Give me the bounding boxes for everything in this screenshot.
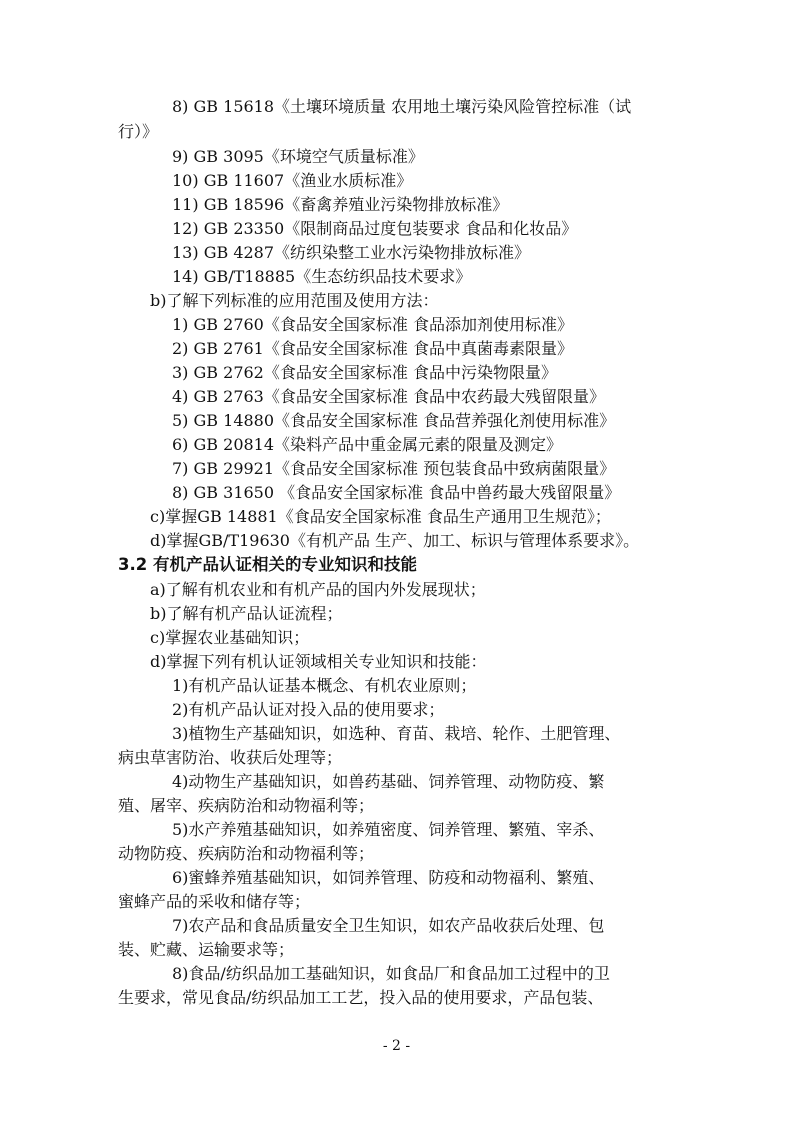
page-number: - 2 - xyxy=(382,1038,411,1054)
text-line: 生要求，常见食品/纺织品加工工艺，投入品的使用要求，产品包装、 xyxy=(118,988,604,1007)
text-line: 殖、屠宰、疾病防治和动物福利等； xyxy=(118,796,375,815)
text-line: d)掌握GB/T19630《有机产品 生产、加工、标识与管理体系要求》。 xyxy=(150,531,640,550)
text-line: 装、贮藏、运输要求等； xyxy=(118,940,295,959)
text-line: 6) GB 20814《染料产品中重金属元素的限量及测定》 xyxy=(172,435,563,454)
text-line: 病虫草害防治、收获后处理等； xyxy=(118,748,343,767)
text-line: 2)有机产品认证对投入品的使用要求； xyxy=(172,700,445,719)
text-line: b)了解下列标准的应用范围及使用方法： xyxy=(150,291,439,310)
text-line: c)掌握GB 14881《食品安全国家标准 食品生产通用卫生规范》； xyxy=(150,507,611,526)
text-line: 3) GB 2762《食品安全国家标准 食品中污染物限量》 xyxy=(172,363,557,382)
section-heading: 3.2 有机产品认证相关的专业知识和技能 xyxy=(118,555,417,574)
text-line: 14) GB/T18885《生态纺织品技术要求》 xyxy=(172,267,472,286)
text-line: 9) GB 3095《环境空气质量标准》 xyxy=(172,147,424,166)
text-line: 7) GB 29921《食品安全国家标准 预包装食品中致病菌限量》 xyxy=(172,459,616,478)
text-line: b)了解有机产品认证流程； xyxy=(150,604,343,623)
text-line: 3)植物生产基础知识，如选种、育苗、栽培、轮作、土肥管理、 xyxy=(172,724,621,743)
text-line: c)掌握农业基础知识； xyxy=(150,628,310,647)
text-line: 2) GB 2761《食品安全国家标准 食品中真菌毒素限量》 xyxy=(172,339,573,358)
text-line: 6)蜜蜂养殖基础知识，如饲养管理、防疫和动物福利、繁殖、 xyxy=(172,868,605,887)
text-line: 4) GB 2763《食品安全国家标准 食品中农药最大残留限量》 xyxy=(172,387,605,406)
text-line: a)了解有机农业和有机产品的国内外发展现状； xyxy=(150,580,486,599)
text-line: 4)动物生产基础知识，如兽药基础、饲养管理、动物防疫、繁 xyxy=(172,772,605,791)
text-line: 8)食品/纺织品加工基础知识，如食品厂和食品加工过程中的卫 xyxy=(172,964,610,983)
text-line: 13) GB 4287《纺织染整工业水污染物排放标准》 xyxy=(172,243,531,262)
text-line: 5)水产养殖基础知识，如养殖密度、饲养管理、繁殖、宰杀、 xyxy=(172,820,605,839)
text-line: 8) GB 31650 《食品安全国家标准 食品中兽药最大残留限量》 xyxy=(172,483,621,502)
text-line: 1) GB 2760《食品安全国家标准 食品添加剂使用标准》 xyxy=(172,315,573,334)
text-line: 12) GB 23350《限制商品过度包装要求 食品和化妆品》 xyxy=(172,219,578,238)
text-line: 1)有机产品认证基本概念、有机农业原则； xyxy=(172,676,477,695)
text-line: 8) GB 15618《土壤环境质量 农用地土壤污染风险管控标准（试 xyxy=(172,97,632,116)
text-line: 11) GB 18596《畜禽养殖业污染物排放标准》 xyxy=(172,195,509,214)
text-line: 行）》 xyxy=(118,122,159,141)
text-line: 蜜蜂产品的采收和储存等； xyxy=(118,892,311,911)
text-line: 5) GB 14880《食品安全国家标准 食品营养强化剂使用标准》 xyxy=(172,411,616,430)
text-line: d)掌握下列有机认证领域相关专业知识和技能： xyxy=(150,652,487,671)
text-line: 动物防疫、疾病防治和动物福利等； xyxy=(118,844,375,863)
text-line: 10) GB 11607《渔业水质标准》 xyxy=(172,171,413,190)
text-line: 7)农产品和食品质量安全卫生知识，如农产品收获后处理、包 xyxy=(172,916,605,935)
